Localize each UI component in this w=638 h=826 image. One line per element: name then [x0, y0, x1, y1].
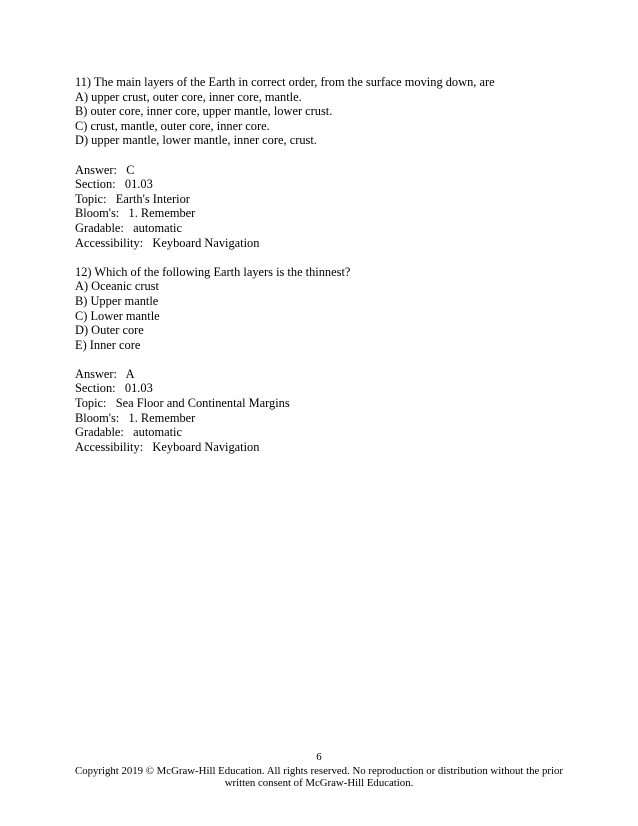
question-stem: 11) The main layers of the Earth in correct order, from the surface moving down, are	[75, 75, 495, 89]
answer-option-b: B) Upper mantle	[75, 293, 159, 308]
question-stem: 12) Which of the following Earth layers is the thinnest?	[75, 264, 351, 279]
answer-key: Answer: A	[75, 366, 135, 381]
answer-option-c: C) Lower mantle	[75, 308, 160, 323]
answer-key: Answer: C	[75, 162, 135, 177]
accessibility-label: Accessibility: Keyboard Navigation	[75, 439, 260, 454]
answer-option-d: D) upper mantle, lower mantle, inner core, crust.	[75, 133, 317, 148]
gradable-label: Gradable: automatic	[75, 425, 182, 440]
section-label: Section: 01.03	[75, 381, 153, 396]
topic-label: Topic: Earth's Interior	[75, 191, 190, 206]
answer-option-c: C) crust, mantle, outer core, inner core.	[75, 118, 270, 133]
copyright-line: Copyright 2019 © McGraw-Hill Education. All rights reserved. No reproduction or distribution without the prior	[75, 765, 563, 777]
copyright-notice	[0, 765, 638, 790]
blooms-label: Bloom's: 1. Remember	[75, 206, 196, 221]
section-label: Section: 01.03	[75, 177, 153, 192]
accessibility-label: Accessibility: Keyboard Navigation	[75, 235, 260, 250]
copyright-line: written consent of McGraw-Hill Education.	[224, 777, 414, 790]
document-body	[75, 75, 575, 454]
spacer	[75, 352, 575, 367]
answer-option-e: E) Inner core	[75, 337, 141, 352]
answer-option-b: B) outer core, inner core, upper mantle, lower crust.	[75, 104, 333, 119]
spacer	[75, 148, 575, 163]
question-11-metadata	[75, 163, 575, 251]
topic-label: Topic: Sea Floor and Continental Margins	[75, 396, 290, 411]
answer-option-d: D) Outer core	[75, 323, 144, 338]
blooms-label: Bloom's: 1. Remember	[75, 410, 196, 425]
question-12-metadata	[75, 367, 575, 455]
gradable-label: Gradable: automatic	[75, 220, 182, 235]
question-11	[75, 75, 575, 148]
question-12	[75, 265, 575, 353]
spacer	[75, 250, 575, 265]
answer-option-a: A) Oceanic crust	[75, 279, 159, 294]
page-number: 6	[316, 751, 322, 763]
answer-option-a: A) upper crust, outer core, inner core, mantle.	[75, 89, 302, 104]
